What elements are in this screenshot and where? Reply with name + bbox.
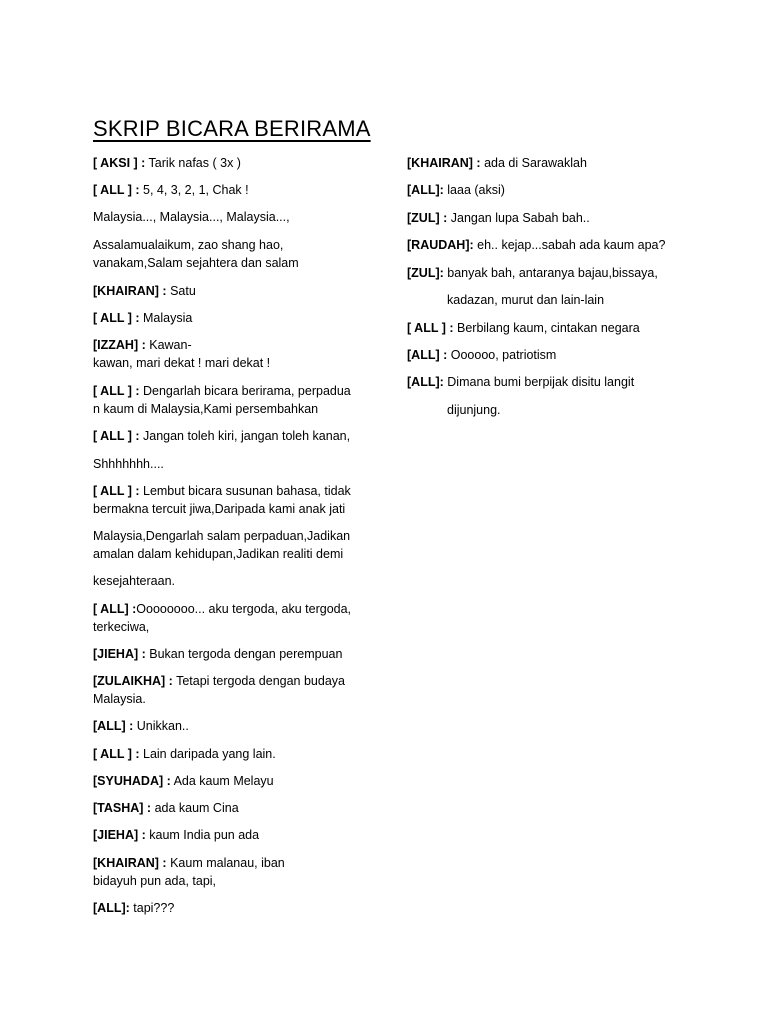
script-line: amalan dalam kehidupan,Jadikan realiti demi xyxy=(93,547,344,561)
script-line: [ZULAIKHA] : Tetapi tergoda dengan budaya xyxy=(93,674,345,688)
script-line: [ALL]: Dimana bumi berpijak disitu langit xyxy=(407,375,635,389)
script-line: [IZZAH] : Kawan- xyxy=(93,338,192,352)
script-line: [ ALL ] : Lembut bicara susunan bahasa, tidak xyxy=(93,484,351,498)
script-line: Malaysia..., Malaysia..., Malaysia..., xyxy=(93,210,290,224)
script-line: kadazan, murut dan lain-lain xyxy=(447,293,605,307)
script-line: [ AKSI ] : Tarik nafas ( 3x ) xyxy=(93,156,241,170)
script-line: dijunjung. xyxy=(447,403,501,417)
script-line: [KHAIRAN] : Satu xyxy=(93,284,196,298)
script-line: [ ALL ] : Dengarlah bicara berirama, perpadua xyxy=(93,384,351,398)
script-line: Malaysia. xyxy=(93,692,146,706)
script-line: [ALL]: tapi??? xyxy=(93,901,175,915)
script-line: [ ALL ] : Berbilang kaum, cintakan negara xyxy=(407,321,640,335)
script-line: [SYUHADA] : Ada kaum Melayu xyxy=(93,774,274,788)
script-line: Assalamualaikum, zao shang hao, xyxy=(93,238,284,252)
script-line: [KHAIRAN] : ada di Sarawaklah xyxy=(407,156,587,170)
document-title: SKRIP BICARA BERIRAMA xyxy=(93,116,371,141)
script-line: [TASHA] : ada kaum Cina xyxy=(93,801,239,815)
script-line: [JIEHA] : kaum India pun ada xyxy=(93,828,260,842)
script-line: [JIEHA] : Bukan tergoda dengan perempuan xyxy=(93,647,343,661)
script-line: n kaum di Malaysia,Kami persembahkan xyxy=(93,402,319,416)
script-line: Shhhhhhh.... xyxy=(93,457,164,471)
script-line: [RAUDAH]: eh.. kejap...sabah ada kaum apa? xyxy=(407,238,666,252)
script-line: terkeciwa, xyxy=(93,620,150,634)
script-line: [ ALL] :Oooooooo... aku tergoda, aku tergoda, xyxy=(93,602,352,616)
script-line: [KHAIRAN] : Kaum malanau, iban xyxy=(93,856,285,870)
script-line: kesejahteraan. xyxy=(93,574,176,588)
script-line: [ ALL ] : 5, 4, 3, 2, 1, Chak ! xyxy=(93,183,249,197)
script-line: kawan, mari dekat ! mari dekat ! xyxy=(93,356,271,370)
script-line: [ ALL ] : Lain daripada yang lain. xyxy=(93,747,276,761)
script-line: bermakna tercuit jiwa,Daripada kami anak jati xyxy=(93,502,346,516)
script-line: bidayuh pun ada, tapi, xyxy=(93,874,217,888)
script-line: [ALL]: laaa (aksi) xyxy=(407,183,505,197)
script-line: [ZUL]: banyak bah, antaranya bajau,bissaya, xyxy=(407,266,658,280)
script-line: vanakam,Salam sejahtera dan salam xyxy=(93,256,299,270)
script-line: [ALL] : Oooooo, patriotism xyxy=(407,348,557,362)
script-line: [ZUL] : Jangan lupa Sabah bah.. xyxy=(407,211,590,225)
script-line: [ ALL ] : Malaysia xyxy=(93,311,193,325)
script-line: [ALL] : Unikkan.. xyxy=(93,719,189,733)
script-line: Malaysia,Dengarlah salam perpaduan,Jadikan xyxy=(93,529,351,543)
script-line: [ ALL ] : Jangan toleh kiri, jangan toleh kanan, xyxy=(93,429,351,443)
